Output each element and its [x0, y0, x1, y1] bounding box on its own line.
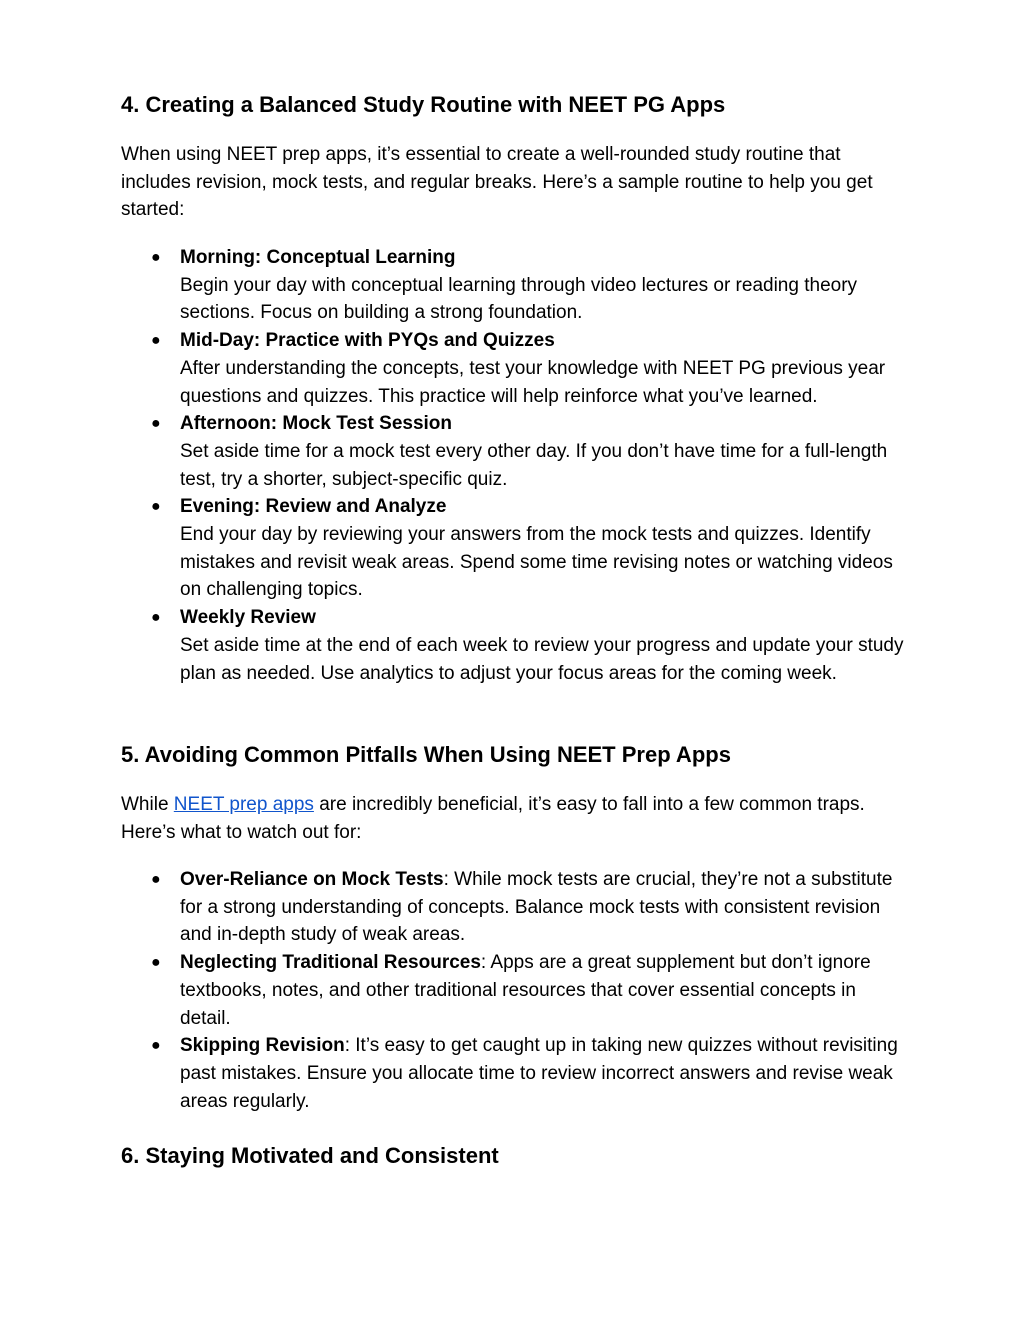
bullet-icon: ●	[151, 415, 161, 433]
item-text: Begin your day with conceptual learning through video lectures or reading theory sections. Focus on building a strong foundation.	[180, 274, 858, 324]
list-item	[121, 493, 911, 604]
bullet-icon: ●	[151, 871, 161, 888]
item-text: Set aside time at the end of each week to review your progress and update your study plan as needed. Use analytics to adjust your focus areas for the coming week.	[180, 634, 904, 684]
section-4-intro: When using NEET prep apps, it’s essential to create a well-rounded study routine that includes revision, mock tests, and regular breaks. Here’s a sample routine to help you get started:	[121, 144, 873, 221]
item-title: Mid-Day: Practice with PYQs and Quizzes	[180, 330, 555, 352]
section-4-heading: 4. Creating a Balanced Study Routine with NEET PG Apps	[121, 92, 726, 117]
intro-text-after: are incredibly beneficial, it’s easy to fall into a few common traps. Here’s what to watch out for:	[121, 794, 865, 843]
list-item	[121, 866, 911, 949]
item-title: Morning: Conceptual Learning	[180, 247, 456, 268]
pitfalls-list	[121, 866, 911, 1115]
item-text: After understanding the concepts, test your knowledge with NEET PG previous year questions and quizzes. This practice will help reinforce what you’ve learned.	[180, 357, 886, 407]
item-title: Afternoon: Mock Test Session	[180, 413, 453, 435]
bullet-icon: ●	[151, 332, 161, 350]
section-5-heading: 5. Avoiding Common Pitfalls When Using NEET Prep Apps	[121, 742, 731, 767]
neet-prep-apps-link[interactable]: NEET prep apps	[173, 794, 314, 815]
intro-text-before: While	[121, 794, 174, 815]
item-title: Neglecting Traditional Resources	[180, 952, 481, 974]
list-item	[121, 1032, 911, 1115]
routine-list	[121, 244, 911, 687]
list-item	[121, 949, 911, 1032]
bullet-icon: ●	[151, 249, 161, 266]
section-6-heading: 6. Staying Motivated and Consistent	[121, 1143, 499, 1168]
bullet-icon: ●	[151, 498, 161, 516]
item-title: Over-Reliance on Mock Tests	[180, 869, 444, 890]
item-title: Weekly Review	[180, 607, 316, 629]
list-item	[121, 244, 911, 327]
bullet-icon: ●	[151, 1037, 161, 1055]
item-text: : It’s easy to get caught up in taking new quizzes without revisiting past mistakes. Ensure you allocate time to review incorrect answers and revise weak areas regularly.	[180, 1035, 898, 1112]
list-item	[121, 604, 911, 687]
item-text: : While mock tests are crucial, they’re not a substitute for a strong understanding of concepts. Balance mock tests with consistent revision and in-depth study of weak areas.	[180, 869, 893, 946]
item-text: : Apps are a great supplement but don’t ignore textbooks, notes, and other traditional resources that cover essential concepts in detail.	[180, 952, 871, 1029]
item-title: Evening: Review and Analyze	[180, 496, 447, 518]
item-text: Set aside time for a mock test every other day. If you don’t have time for a full-length test, try a shorter, subject-specific quiz.	[180, 440, 888, 490]
item-title: Skipping Revision	[180, 1035, 345, 1057]
list-item	[121, 410, 911, 493]
bullet-icon: ●	[151, 609, 161, 627]
bullet-icon: ●	[151, 954, 161, 972]
list-item	[121, 327, 911, 410]
item-text: End your day by reviewing your answers from the mock tests and quizzes. Identify mistakes and revisit weak areas. Spend some time revising notes or watching videos on challenging topics.	[180, 524, 893, 601]
section-5-intro	[121, 791, 911, 846]
